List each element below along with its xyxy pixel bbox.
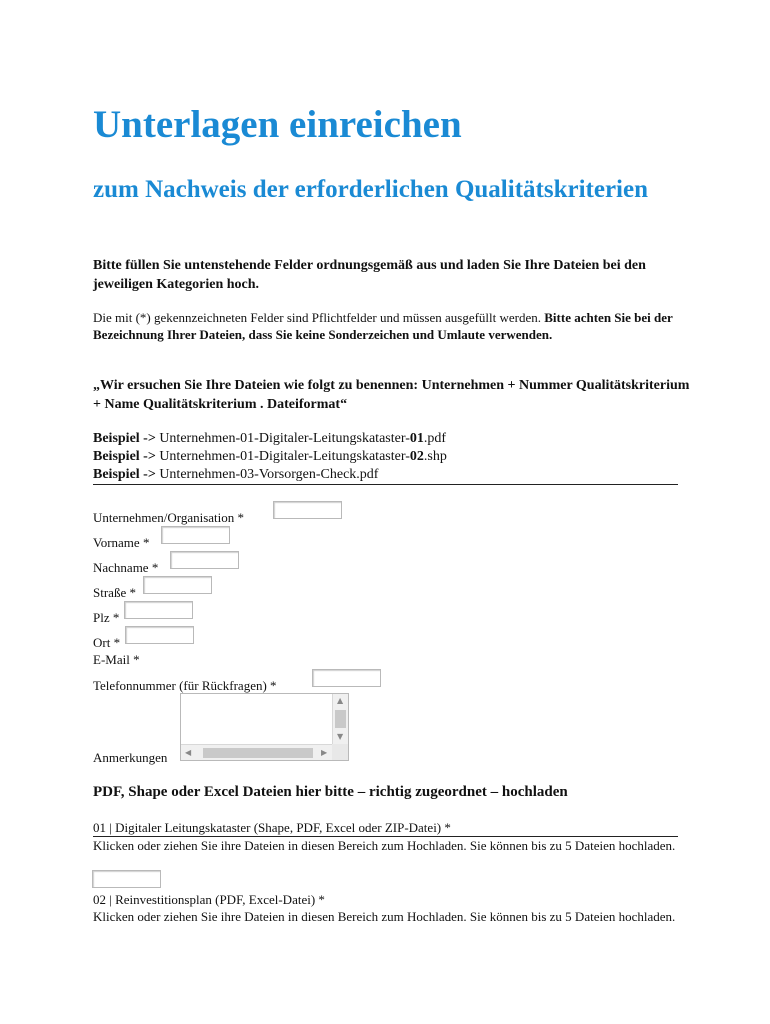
example-ext: .pdf (423, 431, 447, 446)
company-label: Unternehmen/Organisation * (93, 510, 245, 525)
scroll-left-icon[interactable]: ◀ (185, 748, 192, 757)
example-label: Beispiel (93, 431, 140, 446)
notes-textarea[interactable] (180, 693, 349, 761)
example-number: 02 (409, 449, 424, 464)
required-note (93, 309, 673, 343)
upload-category (93, 819, 678, 854)
phone-input[interactable] (312, 669, 381, 687)
vertical-scrollbar[interactable] (332, 694, 348, 744)
example-name: Unternehmen-01-Digitaler-Leitungskataster- (159, 449, 410, 464)
upload-category (93, 891, 678, 925)
example-number: 01 (409, 431, 424, 446)
required-note-plain: Die mit (*) gekennzeichneten Felder sind Pflichtfelder und müssen ausgefüllt werden. (93, 310, 545, 325)
firstname-input[interactable] (161, 526, 230, 544)
required-note-bold: Bitte achten Sie bei der Bezeichnung Ihrer Dateien, dass Sie keine Sonderzeichen und Umlaute verwenden. (93, 310, 673, 342)
city-input[interactable] (125, 626, 194, 644)
vertical-scroll-thumb[interactable] (335, 710, 346, 728)
email-label: E-Mail * (93, 652, 140, 667)
zip-label: Plz * (93, 610, 120, 625)
example-arrow: -> (139, 431, 160, 446)
firstname-label: Vorname * (93, 535, 150, 550)
lastname-input[interactable] (170, 551, 239, 569)
page-subtitle: zum Nachweis der erforderlichen Qualitätskriterien (93, 176, 648, 203)
example-line (93, 430, 678, 448)
example-arrow: -> (139, 449, 160, 464)
upload-heading: PDF, Shape oder Excel Dateien hier bitte – richtig zugeordnet – hochladen (93, 784, 568, 800)
upload-dropzone-hint[interactable]: Klicken oder ziehen Sie ihre Dateien in diesen Bereich zum Hochladen. Sie können bis zu 5 Dateien hochladen. (93, 909, 676, 924)
phone-label: Telefonnummer (für Rückfragen) * (93, 678, 277, 693)
example-label: Beispiel (93, 449, 140, 464)
street-input[interactable] (143, 576, 212, 594)
example-line (93, 448, 678, 466)
example-label: Beispiel (93, 467, 140, 482)
zip-input[interactable] (124, 601, 193, 619)
city-label: Ort * (93, 635, 121, 650)
example-line (93, 466, 678, 484)
intro-text: Bitte füllen Sie untenstehende Felder ordnungsgemäß aus und laden Sie Ihre Dateien bei den jeweiligen Kategorien hoch. (93, 258, 646, 292)
horizontal-scrollbar[interactable] (181, 744, 333, 760)
example-name: Unternehmen-03-Vorsorgen-Check.pdf (159, 467, 379, 482)
horizontal-scroll-thumb[interactable] (203, 748, 313, 758)
naming-rule: „Wir ersuchen Sie Ihre Dateien wie folgt zu benennen: Unternehmen + Nummer Qualitätskriterium + Name Qualitätskriterium . Dateiformat“ (93, 378, 690, 412)
lastname-label: Nachname * (93, 560, 159, 575)
example-ext: .shp (423, 449, 447, 464)
scroll-corner (332, 744, 348, 760)
example-arrow: -> (139, 467, 160, 482)
upload-dropzone-hint[interactable]: Klicken oder ziehen Sie ihre Dateien in diesen Bereich zum Hochladen. Sie können bis zu 5 Dateien hochladen. (93, 838, 676, 853)
upload-category-label: 02 | Reinvestitionsplan (PDF, Excel-Datei) * (93, 892, 325, 907)
scroll-right-icon[interactable]: ▶ (321, 748, 328, 757)
example-name: Unternehmen-01-Digitaler-Leitungskataster- (159, 431, 410, 446)
scroll-up-icon[interactable]: ▲ (337, 696, 344, 705)
upload-category-label: 01 | Digitaler Leitungskataster (Shape, PDF, Excel oder ZIP-Datei) * (93, 819, 678, 837)
file-upload-input[interactable] (92, 870, 161, 888)
notes-label: Anmerkungen (93, 750, 168, 765)
street-label: Straße * (93, 585, 136, 600)
page-title: Unterlagen einreichen (93, 103, 462, 146)
scroll-down-icon[interactable]: ▼ (337, 732, 344, 741)
company-input[interactable] (273, 501, 342, 519)
examples-block (93, 430, 678, 485)
